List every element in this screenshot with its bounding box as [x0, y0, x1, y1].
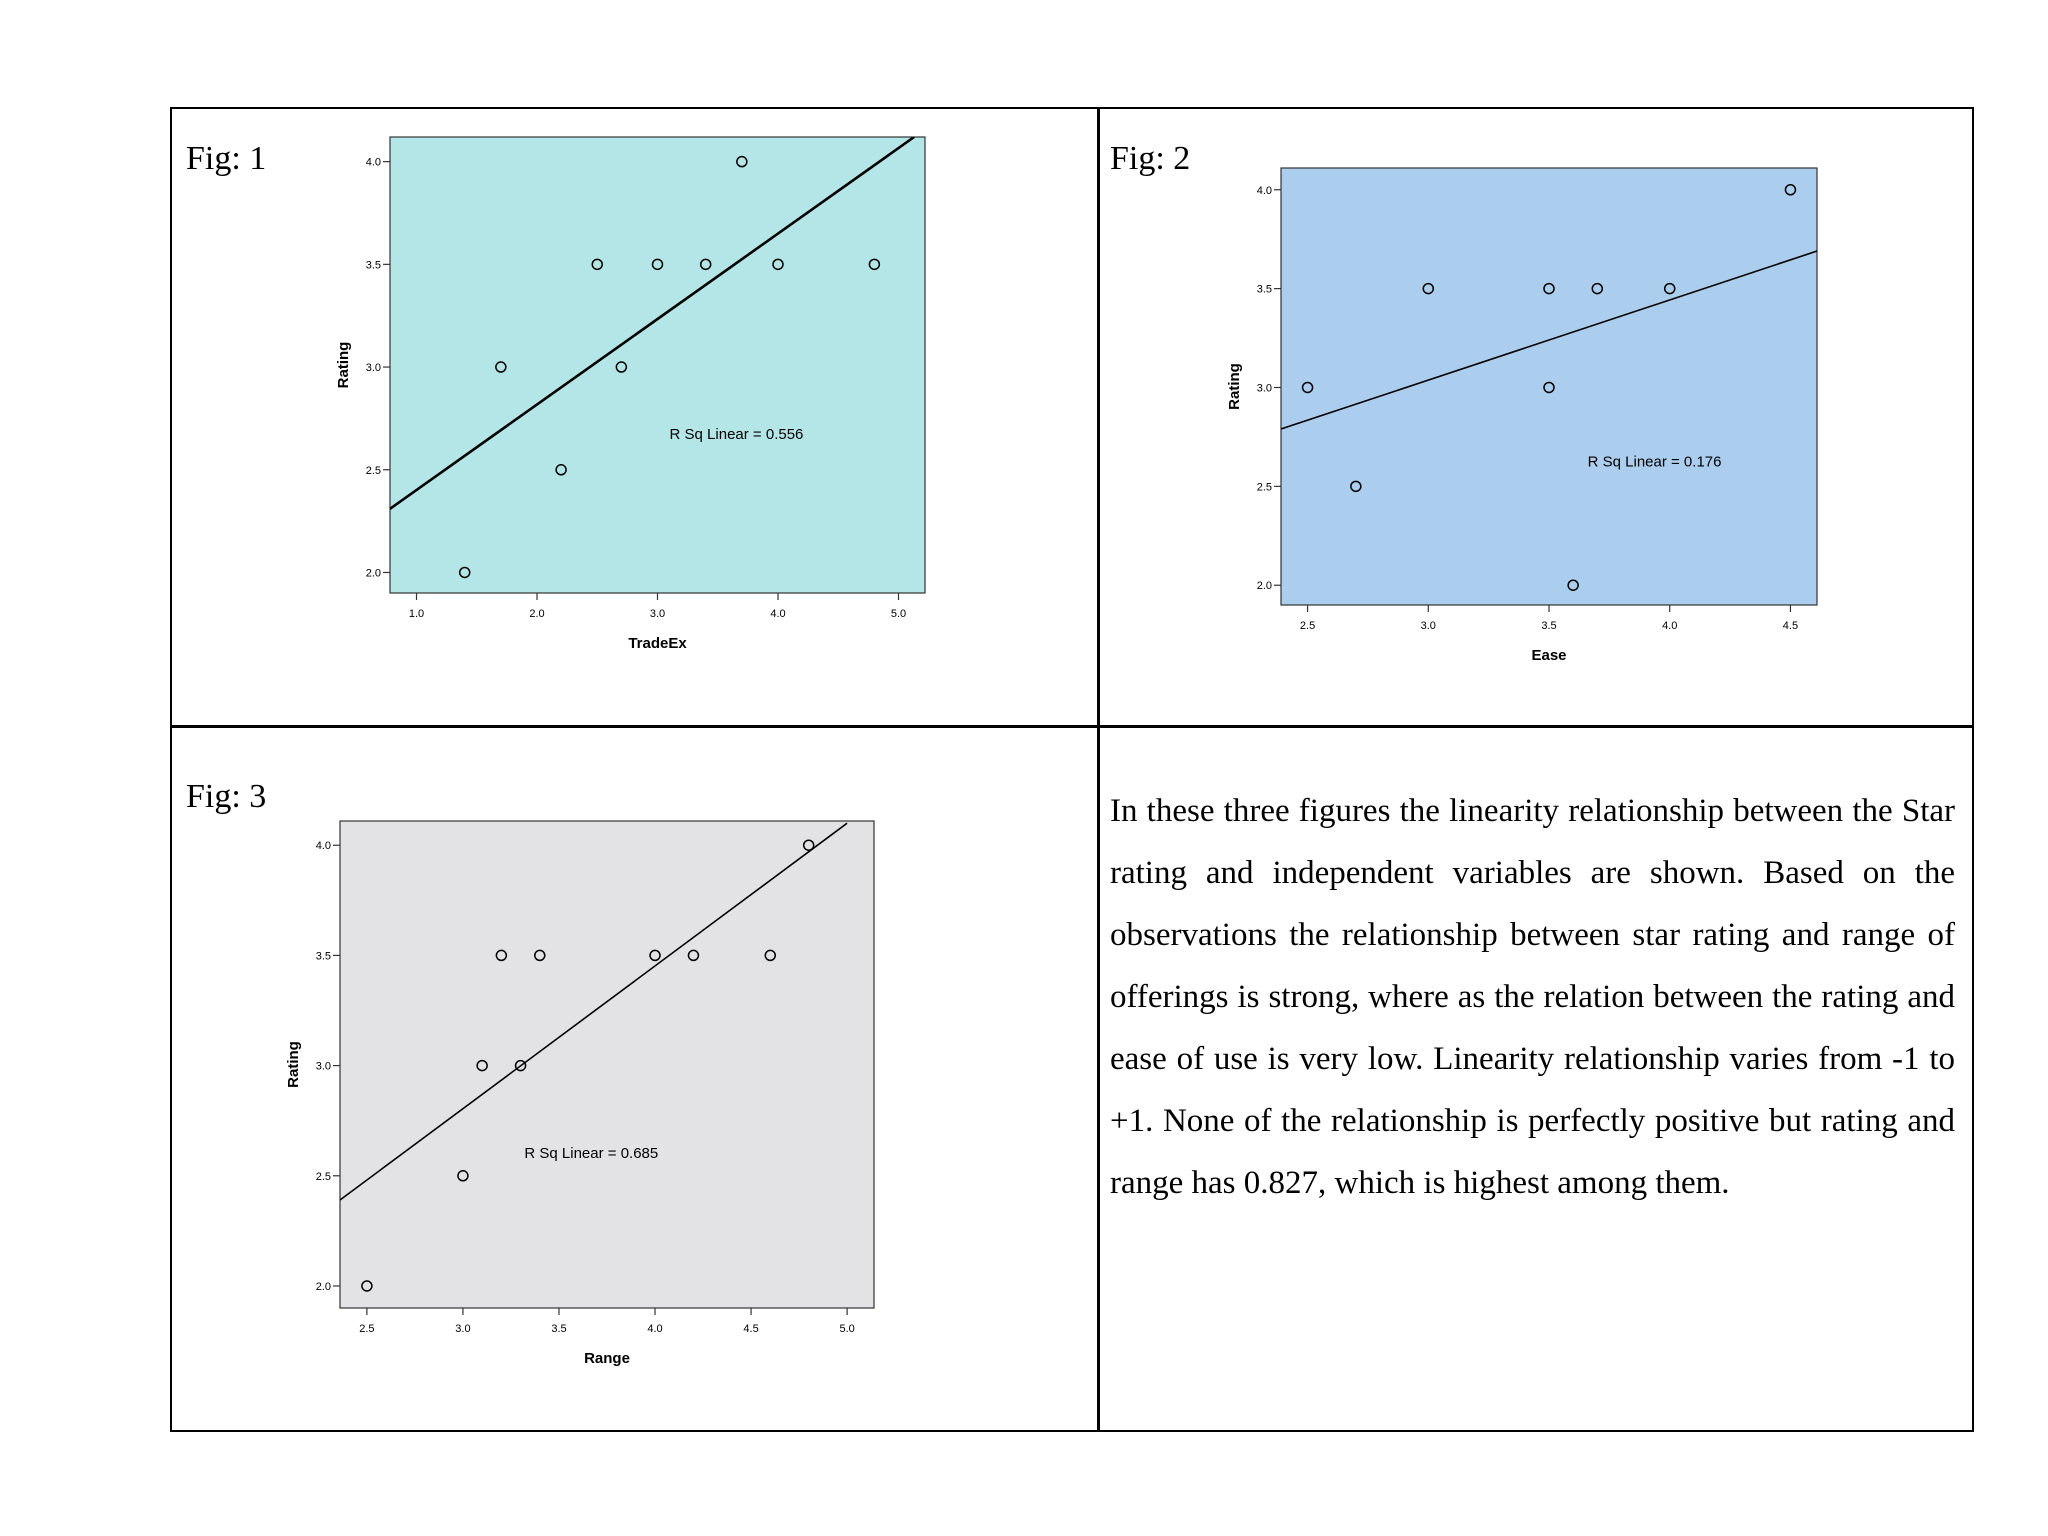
y-tick-label: 3.5	[315, 950, 331, 963]
x-tick-label: 1.0	[408, 608, 425, 620]
y-tick-label: 3.0	[315, 1060, 331, 1073]
r-squared-label: R Sq Linear = 0.685	[524, 1145, 659, 1163]
r-squared-label: R Sq Linear = 0.556	[669, 425, 804, 443]
x-axis-title: TradeEx	[628, 635, 687, 652]
y-tick-label: 2.5	[1256, 481, 1272, 494]
x-tick-label: 3.0	[649, 608, 666, 620]
x-tick-label: 4.0	[647, 1323, 663, 1335]
y-tick-label: 4.0	[1256, 184, 1272, 197]
y-tick-label: 2.5	[365, 464, 381, 477]
x-tick-label: 2.0	[529, 608, 545, 620]
y-axis-title: Rating	[285, 1041, 302, 1088]
description-paragraph: In these three figures the linearity relationship between the Star rating and independent variables are shown. Based on the observations the relationship between star rating and range of offerings is strong, where as the relation between the rating and ease of use is very low. Linearity relationship varies from -1 to +1. None of the relationship is perfectly positive but rating and range has 0.827, which is highest among them.	[1110, 793, 1955, 1201]
x-tick-label: 4.5	[743, 1323, 759, 1335]
x-tick-label: 4.5	[1782, 620, 1799, 632]
y-tick-label: 4.0	[365, 156, 381, 169]
y-axis-title: Rating	[1226, 363, 1243, 410]
x-tick-label: 3.0	[455, 1323, 471, 1335]
y-tick-label: 3.5	[1256, 283, 1272, 296]
x-tick-label: 3.5	[1541, 620, 1557, 632]
x-axis-title: Range	[584, 1350, 630, 1367]
x-tick-label: 2.5	[1299, 620, 1316, 632]
y-tick-label: 3.5	[365, 259, 381, 272]
y-tick-label: 3.0	[1256, 382, 1272, 395]
y-tick-label: 2.0	[365, 567, 381, 580]
x-tick-label: 2.5	[359, 1323, 375, 1335]
fig3-label: Fig: 3	[186, 778, 267, 815]
x-tick-label: 5.0	[890, 608, 907, 620]
fig1-label: Fig: 1	[186, 140, 267, 177]
y-tick-label: 2.5	[315, 1170, 331, 1183]
y-tick-label: 4.0	[315, 840, 331, 853]
x-tick-label: 5.0	[839, 1323, 855, 1335]
y-tick-label: 2.0	[1256, 580, 1272, 593]
r-squared-label: R Sq Linear = 0.176	[1587, 453, 1722, 471]
x-tick-label: 4.0	[1662, 620, 1678, 632]
x-tick-label: 3.5	[551, 1323, 567, 1335]
y-tick-label: 2.0	[315, 1280, 331, 1293]
x-axis-title: Ease	[1531, 647, 1567, 664]
y-tick-label: 3.0	[365, 362, 381, 375]
y-axis-title: Rating	[335, 341, 352, 389]
x-tick-label: 3.0	[1420, 620, 1436, 632]
fig2-label: Fig: 2	[1110, 140, 1191, 177]
plot-area	[340, 821, 874, 1308]
x-tick-label: 4.0	[770, 608, 786, 620]
